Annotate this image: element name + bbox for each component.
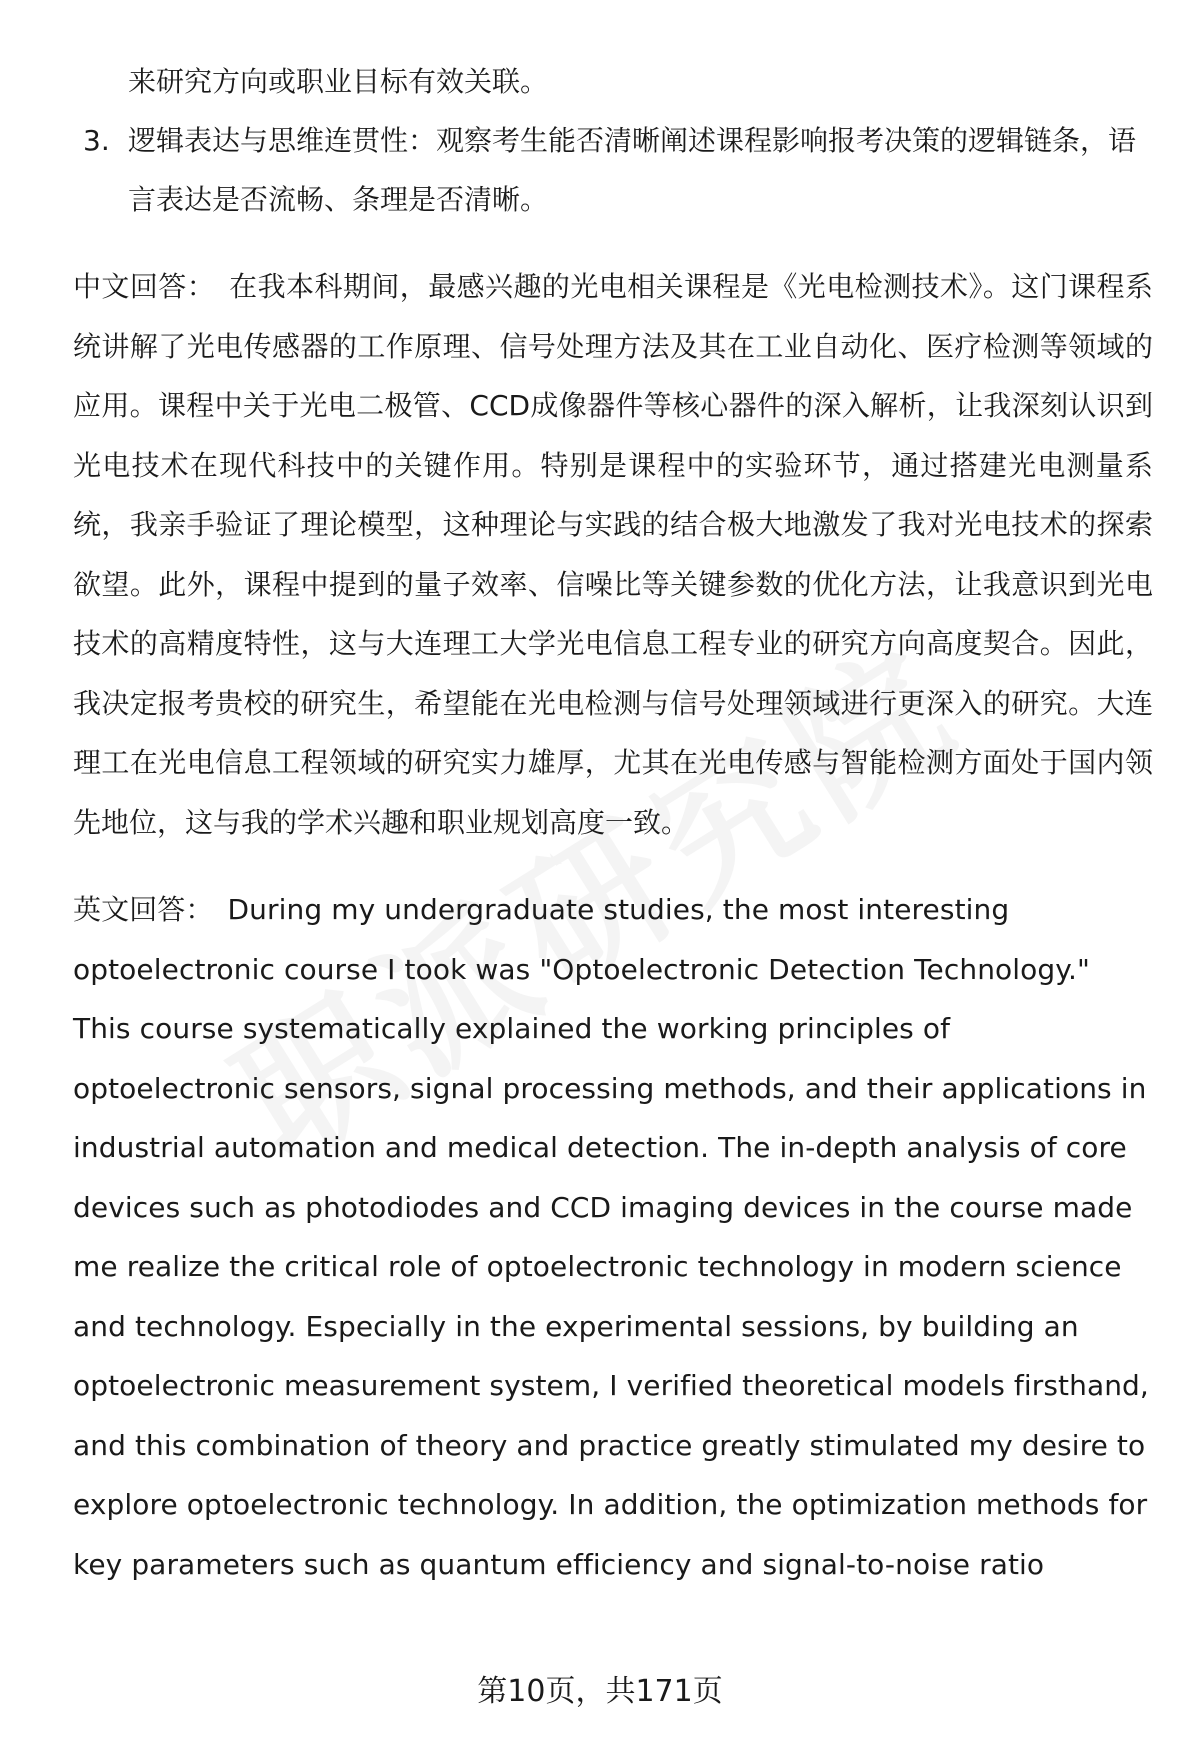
chinese-answer-text: 在我本科期间，最感兴趣的光电相关课程是《光电检测技术》。这门课程系统讲解了光电传感器的工作原理、信号处理方法及其在工业自动化、医疗检测等领域的应用。课程中关于光电二极管、CCD成像器件等核心器件的深入解析，让我深刻认识到光电技术在现代科技中的关键作用。特别是课程中的实验环节，通过搭建光电测量系统，我亲手验证了理论模型，这种理论与实践的结合极大地激发了我对光电技术的探索欲望。此外，课程中提到的量子效率、信噪比等关键参数的优化方法，让我意识到光电技术的高精度特性，这与大连理工大学光电信息工程专业的研究方向高度契合。因此，我决定报考贵校的研究生，希望能在光电检测与信号处理领域进行更深入的研究。大连理工在光电信息工程领域的研究实力雄厚，尤其在光电传感与智能检测方面处于国内领先地位，这与我的学术兴趣和职业规划高度一致。 bbox=[73, 270, 1153, 839]
list-item-3 bbox=[73, 111, 1153, 229]
list-number: 3. bbox=[83, 124, 110, 157]
page-content bbox=[73, 52, 1153, 1594]
chinese-answer-paragraph bbox=[73, 257, 1153, 852]
list-item-continued-text: 来研究方向或职业目标有效关联。 bbox=[128, 65, 549, 98]
list-item-text: 逻辑表达与思维连贯性：观察考生能否清晰阐述课程影响报考决策的逻辑链条，语言表达是否流畅、条理是否清晰。 bbox=[128, 124, 1137, 216]
english-answer-label: 英文回答： bbox=[73, 893, 214, 926]
english-answer-paragraph bbox=[73, 880, 1153, 1594]
chinese-answer-label: 中文回答： bbox=[73, 270, 216, 303]
english-answer-text: During my undergraduate studies, the most interesting optoelectronic course I took was "Optoelectronic Detection Technology." This course systematically explained the working principles of optoelectronic sensors, signal processing methods, and their applications in industrial automation and medical detection. The in-depth analysis of core devices such as photodiodes and CCD imaging devices in the course made me realize the critical role of optoelectronic technology in modern science and technology. Especially in the experimental sessions, by building an optoelectronic measurement system, I verified theoretical models firsthand, and this combination of theory and practice greatly stimulated my desire to explore optoelectronic technology. In addition, the optimization methods for key parameters such as quantum efficiency and signal-to-noise ratio bbox=[73, 893, 1149, 1581]
page-number-footer: 第10页，共171页 bbox=[477, 1674, 723, 1709]
list-item-continued bbox=[73, 52, 1153, 111]
